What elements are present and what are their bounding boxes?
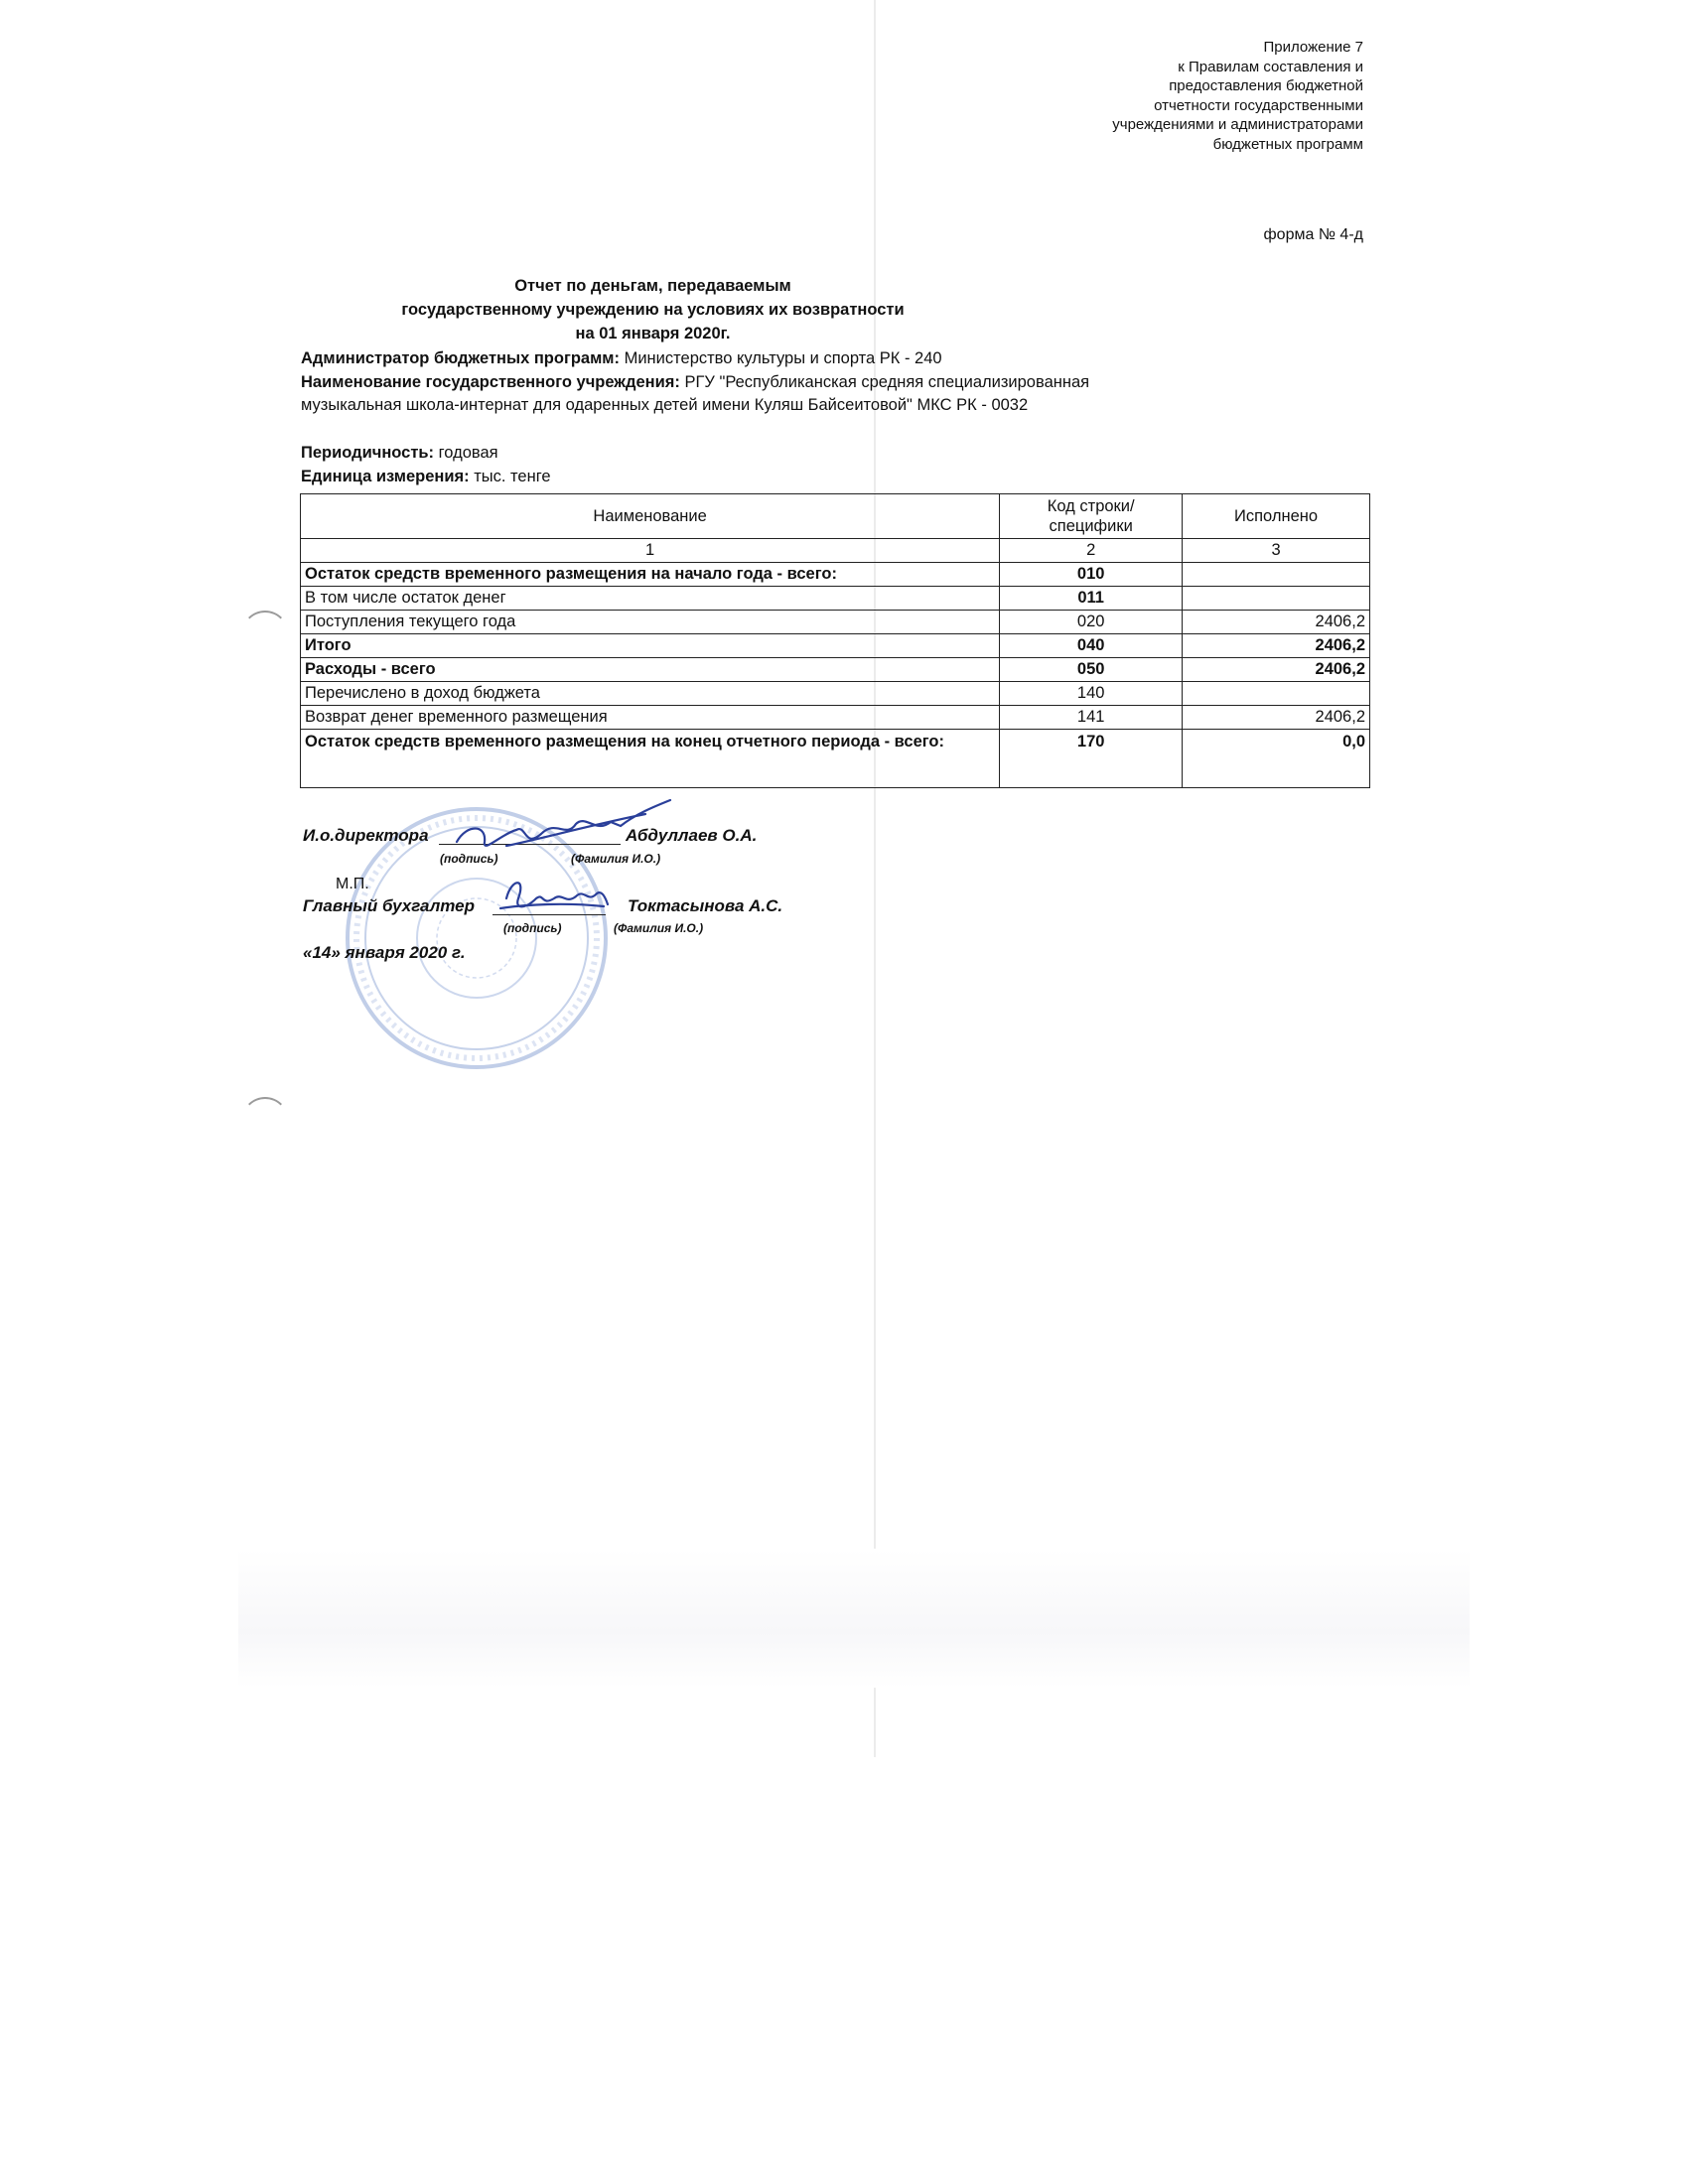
periodicity-value: годовая [434,444,498,462]
appendix-note [966,38,1363,154]
table-row [301,563,1370,587]
director-name: Абдуллаев О.А. [626,826,758,845]
column-header-name: Наименование [301,494,1000,539]
appendix-line: Приложение 7 [1263,39,1363,56]
row-value: 2406,2 [1183,706,1370,730]
scan-shadow [238,1549,1470,1688]
budget-administrator-value: Министерство культуры и спорта РК - 240 [620,349,942,367]
row-value: 2406,2 [1183,634,1370,658]
institution-value: РГУ "Республиканская средняя специализированная [679,373,1090,391]
column-index: 1 [301,539,1000,563]
periodicity [301,444,498,463]
budget-administrator [301,349,942,368]
director-signature-caption: (подпись) [440,852,498,866]
periodicity-label: Периодичность: [301,444,435,462]
table-header-row [301,494,1370,539]
column-index: 3 [1183,539,1370,563]
row-code: 140 [1000,682,1183,706]
punch-hole-mark [241,611,289,658]
institution-name-continued: музыкальная школа-интернат для одаренных детей имени Куляш Байсеитовой" МКС РК - 0032 [301,396,1029,414]
seal-place-mark: М.П. [336,876,369,892]
punch-hole-mark [241,1097,289,1145]
column-index: 2 [1000,539,1183,563]
accountant-signature [496,869,616,923]
report-table [300,493,1370,788]
appendix-line: учреждениями и администраторами [1112,116,1363,133]
director-label: И.о.директора [303,826,429,845]
row-value [1183,587,1370,611]
row-code: 050 [1000,658,1183,682]
unit-label: Единица измерения: [301,468,470,485]
institution-name [301,373,1089,392]
table-row [301,611,1370,634]
appendix-line: предоставления бюджетной [1169,77,1363,94]
row-code: 040 [1000,634,1183,658]
accountant-fio-caption: (Фамилия И.О.) [614,921,704,935]
row-name: Поступления текущего года [301,611,1000,634]
row-value: 0,0 [1183,730,1370,788]
accountant-name: Токтасынова А.С. [628,896,783,915]
row-name: Итого [301,634,1000,658]
page-fold-line [874,0,876,1757]
signing-date: «14» января 2020 г. [303,943,466,962]
row-value [1183,563,1370,587]
appendix-line: к Правилам составления и [1178,58,1363,75]
appendix-line: бюджетных программ [1212,135,1363,153]
unit-of-measure [301,468,551,486]
table-row [301,730,1370,788]
budget-administrator-label: Администратор бюджетных программ: [301,349,621,367]
row-value: 2406,2 [1183,611,1370,634]
table-row [301,658,1370,682]
accountant-signature-caption: (подпись) [503,921,562,935]
row-name: Остаток средств временного размещения на конец отчетного периода - всего: [301,730,1000,788]
institution-label: Наименование государственного учреждения: [301,373,680,391]
row-code: 011 [1000,587,1183,611]
column-header-executed: Исполнено [1183,494,1370,539]
accountant-label: Главный бухгалтер [303,896,476,915]
report-title [288,274,1018,345]
row-name: Перечислено в доход бюджета [301,682,1000,706]
row-value: 2406,2 [1183,658,1370,682]
appendix-line: отчетности государственными [1154,96,1363,114]
form-number: форма № 4-д [1263,226,1363,243]
row-name: Возврат денег временного размещения [301,706,1000,730]
column-header-code: Код строки/ специфики [1000,494,1183,539]
row-code: 141 [1000,706,1183,730]
table-row [301,682,1370,706]
report-title-line: Отчет по деньгам, передаваемым [514,277,791,295]
table-row [301,587,1370,611]
director-fio-caption: (Фамилия И.О.) [571,852,661,866]
table-index-row [301,539,1370,563]
row-value [1183,682,1370,706]
row-code: 020 [1000,611,1183,634]
table-row [301,706,1370,730]
row-name: В том числе остаток денег [301,587,1000,611]
row-name: Расходы - всего [301,658,1000,682]
report-title-line: государственному учреждению на условиях их возвратности [401,301,905,319]
row-name: Остаток средств временного размещения на начало года - всего: [301,563,1000,587]
unit-value: тыс. тенге [469,468,551,485]
table-row [301,634,1370,658]
report-title-date: на 01 января 2020г. [575,325,731,342]
row-code: 170 [1000,730,1183,788]
row-code: 010 [1000,563,1183,587]
